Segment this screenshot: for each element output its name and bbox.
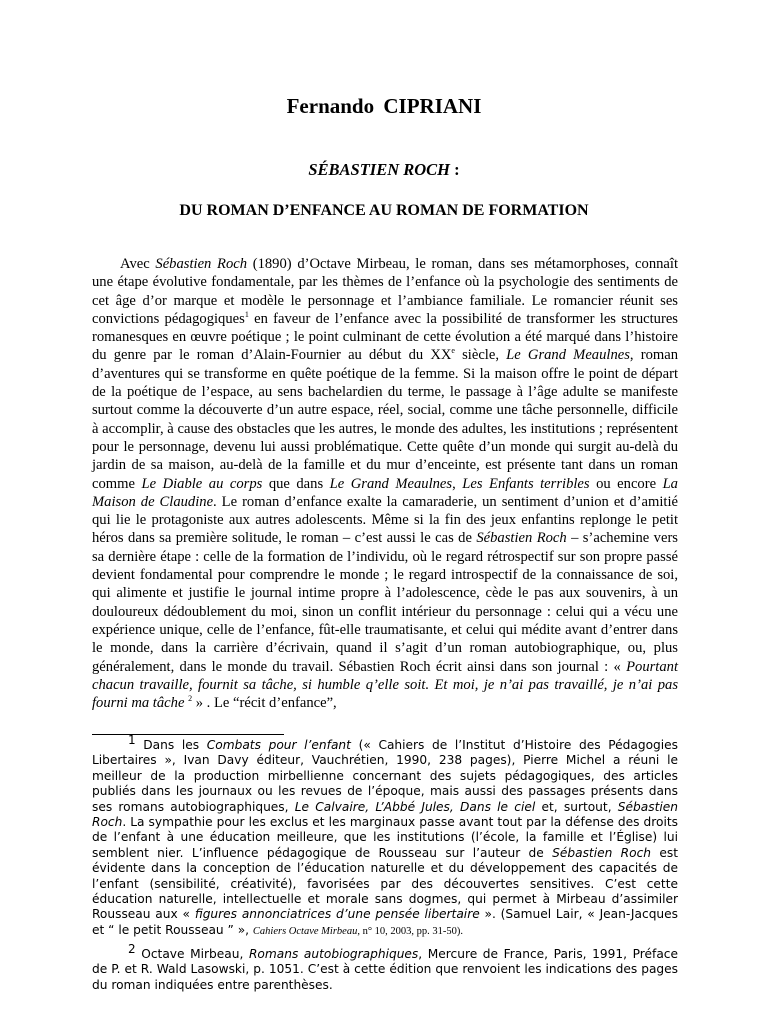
body-paragraph — [92, 255, 678, 712]
article-title-italic: SÉBASTIEN ROCH — [308, 160, 451, 179]
body-text: – s’achemine vers sa dernière étape : celle de la formation de l’individu, où le regard rétrospectif sur son propre passé devient fondamental pour comprendre le monde ; le regard introspectif de la connaissance de soi, qui alimente et justifie le journal intime propre à l’adolescence, cède le pas aux souvenirs, à un douloureux dédoublement du moi, sinon un conflit intérieur du personnage : celui qui a vécu une expérience unique, celle de l’enfance, fût-elle traumatisante, et celui qui médite avant d’entrer dans le monde, dans la carrière d’écrivain, quand il s’agit d’un roman autobiographique, ou, plus généralement, dans le monde du travail. Sébastien Roch écrit ainsi dans son journal : « — [92, 530, 678, 675]
body-text: . Le roman d’enfance exalte la camaraderie, un sentiment d’union et d’amitié qui lie le protagoniste aux autres adolescents. Même si la fin des jeux enfantins replonge le petit héros dans sa première solitude, le roman – c’est aussi le cas de — [92, 493, 678, 547]
body-text: que dans — [262, 475, 330, 492]
body-text: (1890) d’Octave Mirbeau, le roman, dans ses métamorphoses, connaît une étape évolutive fondamentale, par les thèmes de l’enfance où la psychologie des sentiments de cet âge d’or marque et modèle le personnage et l’ambiance familiale. Le romancier réunit ses convictions pédagogiques — [92, 256, 678, 327]
century-superscript: e — [451, 346, 455, 356]
footnote-italic: Sébastien Roch — [92, 799, 678, 830]
author-name: Fernando CIPRIANI — [286, 94, 482, 118]
footnote-text: Dans les — [135, 738, 207, 752]
body-italic: Sébastien Roch — [476, 530, 567, 547]
body-text: ou encore — [589, 475, 663, 492]
body-text: siècle, — [454, 347, 507, 364]
footnote-text: est évidente dans la conception de l’éducation naturelle et du développement des capacités de l’enfant (sensibilité, créativité), favorisées par des découvertes sensitives. C’est cette éducation naturelle, intellectuelle et morale sans dogmes, qui permet à Mirbeau d’assimiler Rousseau aux « — [92, 845, 678, 922]
article-title-colon: : — [450, 160, 460, 179]
footnote-italic: Sébastien Roch — [552, 845, 652, 860]
footnote-italic: figures annonciatrices d’une pensée libertaire — [194, 907, 480, 922]
footnote-1 — [92, 732, 678, 939]
body-italic: Sébastien Roch — [155, 256, 248, 272]
footnote-text: , n° 10, 2003, pp. 31-50). — [357, 925, 464, 937]
article-subtitle: DU ROMAN D’ENFANCE AU ROMAN DE FORMATION — [179, 202, 589, 219]
body-italic: Pourtant chacun travaille, fournit sa tâche, si humble q’elle soit. Et moi, je n’ai pas travaillé, je n’ai pas fourni ma tâche — [92, 658, 678, 712]
footnote-2 — [92, 941, 678, 993]
footnote-italic: Romans autobiographiques — [248, 947, 419, 961]
footnote-divider — [92, 734, 284, 735]
body-italic: La Maison de Claudine — [92, 475, 678, 510]
article-title — [0, 160, 768, 180]
footnote-ref-2[interactable]: 2 — [188, 694, 193, 704]
footnote-italic: Cahiers Octave Mirbeau — [252, 925, 358, 937]
body-italic: Le Diable au corps — [141, 475, 263, 492]
footnote-text: (« Cahiers de l’Institut d’Histoire des Pédagogies Libertaires », Ivan Davy éditeur, Vauchrétien, 1990, 238 pages), Pierre Michel a réuni le meilleur de la production mirbellienne concernant des sujets pédagogiques, des articles publiés dans les journaux ou les revues de l’époque, mais aussi des passages présents dans ses romans autobiographiques, — [92, 738, 678, 814]
footnote-italic: Combats pour l’enfant — [206, 738, 351, 752]
footnote-text: et, surtout, — [535, 799, 618, 814]
footnote-number: 2 — [128, 941, 136, 956]
body-italic: Les Enfants terribles — [462, 475, 590, 492]
body-text: , roman d’aventures qui se transforme en quête poétique de la femme. Si la maison offre le point de départ de la poétique de l’espace, au sens bachelardien du terme, le passage à l’âge adulte se manifeste surtout comme la découverte d’un autre espace, réel, social, comme une tâche personnelle, difficile à accomplir, à cause des obstacles que les autres, le monde des adultes, les institutions ; représentent pour le personnage, devenu lui aussi problématique. Cette quête d’un monde qui surgit au-delà du jardin de sa maison, au-delà de la famille et du mur d’enceinte, est présente tant dans un roman comme — [92, 347, 678, 492]
body-text: , — [452, 475, 463, 492]
footnote-text: Octave Mirbeau, — [135, 947, 249, 961]
footnote-text: . La sympathie pour les exclus et les marginaux passe avant tout par la défense des droits de l’enfant à une éducation meilleure, que les institutions (l’école, la famille et l’Église) lui semblent nier. L’influence pédagogique de Rousseau sur l’auteur de — [92, 815, 678, 860]
body-text: Avec — [120, 256, 156, 272]
body-italic: Le Grand Meaulnes — [329, 475, 453, 492]
footnote-number: 1 — [128, 732, 136, 747]
body-italic: Le Grand Meaulnes — [506, 347, 630, 364]
footnote-text: ». (Samuel Lair, « Jean-Jacques et “ le petit Rousseau ” », — [92, 907, 678, 937]
body-text: en faveur de l’enfance avec la possibilité de transformer les structures romanesques en œuvre poétique ; le point culminant de cette évolution a été marqué dans l’histoire du genre par le roman d’Alain-Fournier au début du XX — [92, 310, 678, 364]
footnote-text: , Mercure de France, Paris, 1991, Préface de P. et R. Wald Lasowski, p. 1051. C’est à cette édition que renvoient les indications des pages du roman indiquées entre parenthèses. — [92, 947, 678, 992]
body-text: » . Le “récit d’enfance”, — [192, 695, 337, 712]
footnote-ref-1[interactable]: 1 — [244, 310, 249, 320]
footnote-italic: Le Calvaire, L’Abbé Jules, Dans le ciel — [294, 799, 536, 814]
